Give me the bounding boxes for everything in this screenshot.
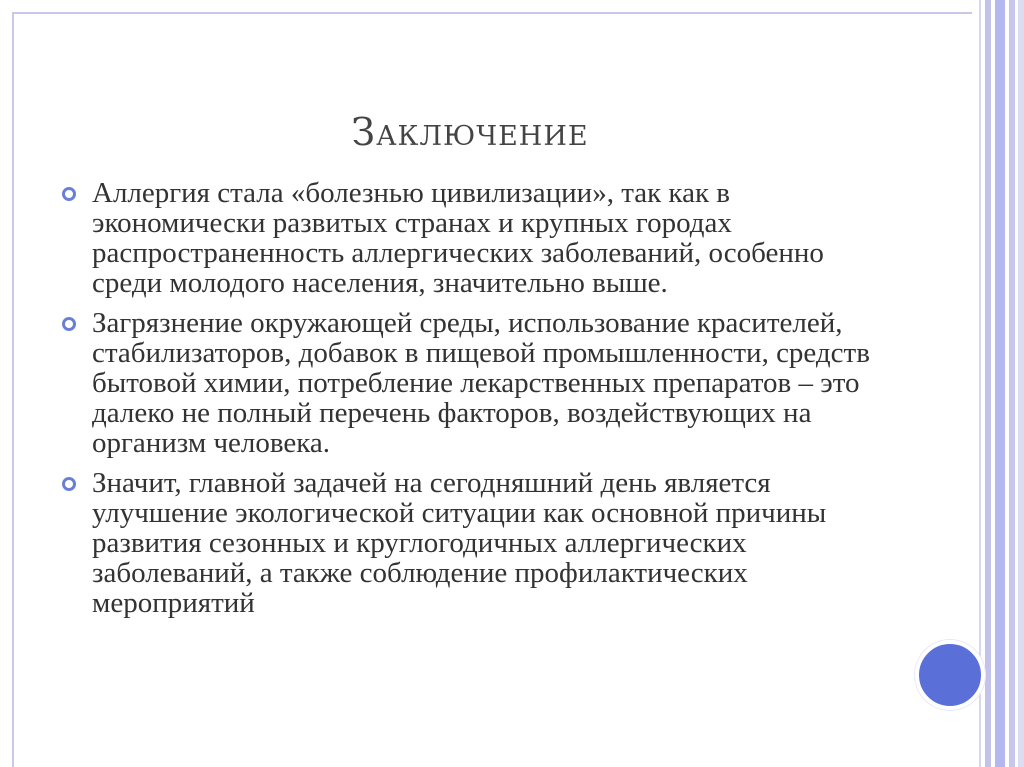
bullet-list	[60, 178, 890, 628]
slide-title: Заключение	[351, 110, 589, 154]
decorative-stripe	[995, 0, 1005, 767]
bullet-item	[60, 468, 890, 618]
decorative-stripe	[979, 0, 981, 767]
decorative-circle	[915, 640, 985, 710]
bullet-item	[60, 308, 890, 458]
bullet-text: Загрязнение окружающей среды, использование красителей, стабилизаторов, добавок в пищевой промышленности, средств бытовой химии, потребление лекарственных препаратов – это далеко не полный перечень факторов, воздействующих на организм человека.	[92, 307, 870, 459]
ring-bullet-icon	[62, 317, 76, 331]
bullet-item	[60, 178, 890, 298]
decorative-stripe	[985, 0, 991, 767]
decorative-stripe	[1018, 0, 1024, 767]
bullet-text: Аллергия стала «болезнью цивилизации», так как в экономически развитых странах и крупных городах распространенность аллергических заболеваний, особенно среди молодого населения, значительно выше.	[92, 177, 824, 299]
decorative-stripe	[1009, 0, 1015, 767]
ring-bullet-icon	[62, 477, 76, 491]
bullet-text: Значит, главной задачей на сегодняшний день является улучшение экологической ситуации как основной причины развития сезонных и круглогодичных аллергических заболеваний, а также соблюдение профилактических мероприятий	[92, 467, 827, 619]
ring-bullet-icon	[62, 187, 76, 201]
